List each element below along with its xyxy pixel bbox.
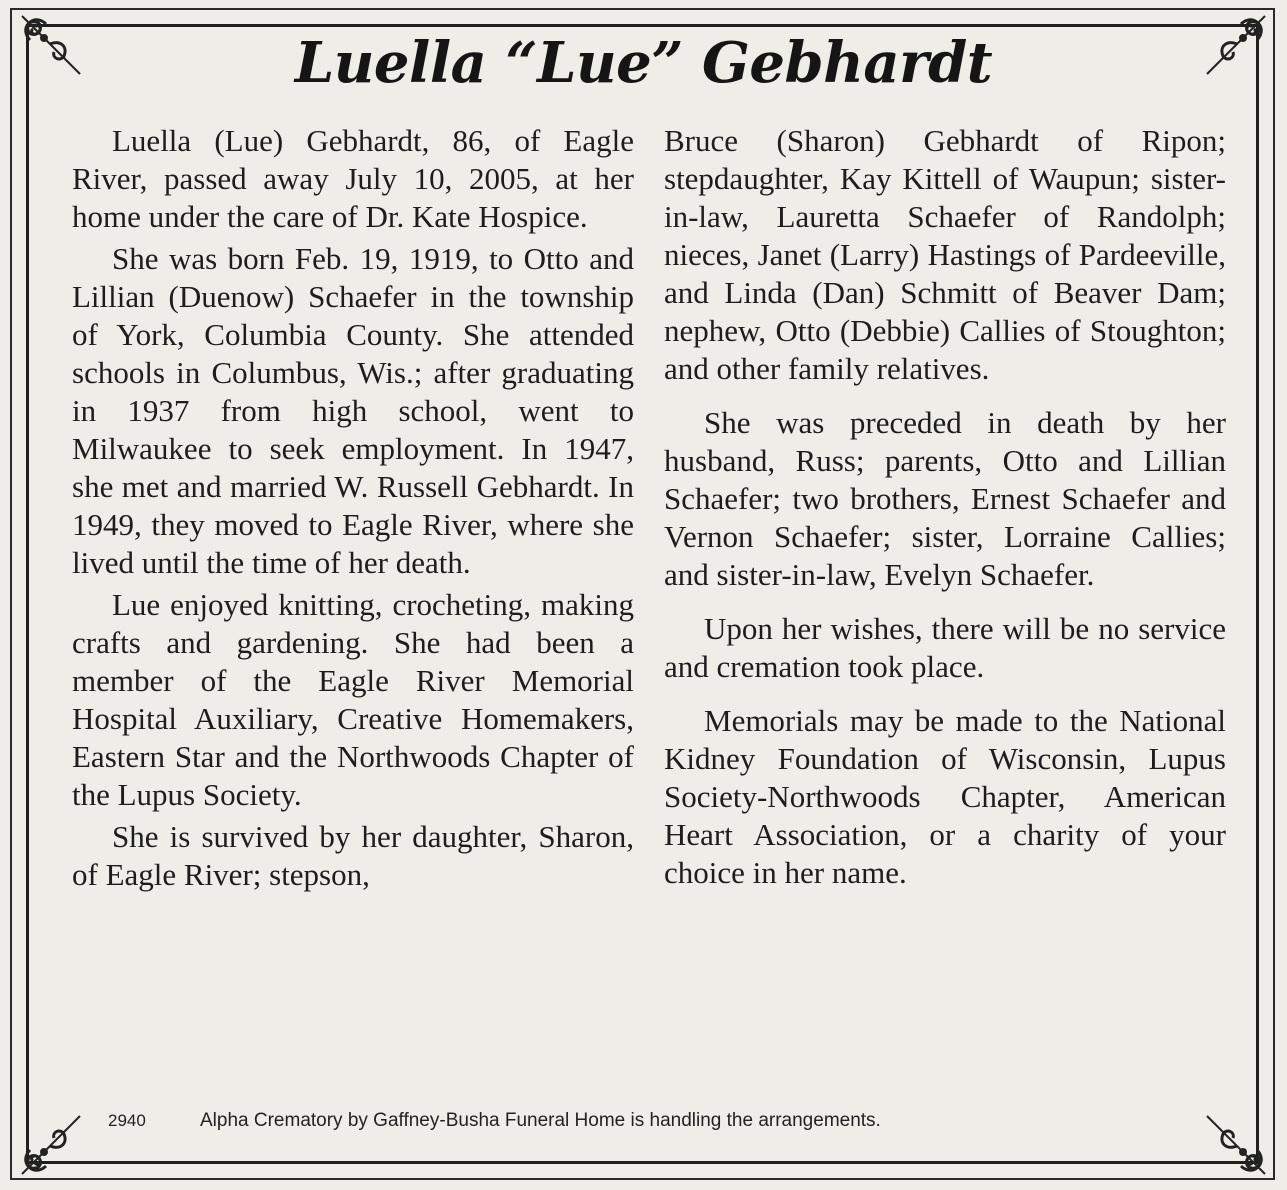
fleur-ornament-icon [1201,1110,1271,1180]
paragraph-survivors-start: She is survived by her daughter, Sharon, of Eagle River; stepson, [72,819,634,892]
footer-line [108,1110,1208,1132]
obituary-headline: Luella “Lue” Gebhardt [294,30,993,96]
footer-text: Alpha Crematory by Gaffney-Busha Funeral Home is handling the arrangements. [200,1110,881,1131]
right-column [664,122,1226,896]
left-column [72,122,634,898]
paragraph-preceded: She was preceded in death by her husband, Russ; parents, Otto and Lillian Schaefer; two brothers, Ernest Schaefer and Vernon Schaefer; sister, Lorraine Callies; and sister-in-law, Evelyn Schaefer. [664,405,1226,592]
paragraph-biography: She was born Feb. 19, 1919, to Otto and Lillian (Duenow) Schaefer in the township of York, Columbia County. She attended schools in Columbus, Wis.; after graduating in 1937 from high school, went to Milwaukee to seek employment. In 1947, she met and married W. Russell Gebhardt. In 1949, they moved to Eagle River, where she lived until the time of her death. [72,241,634,580]
footer-code: 2940 [108,1111,146,1130]
paragraph-memorials: Memorials may be made to the National Kidney Foundation of Wisconsin, Lupus Society-Northwoods Chapter, American Heart Association, or a charity of your choice in her name. [664,703,1226,890]
fleur-ornament-icon [16,1110,86,1180]
paragraph-service: Upon her wishes, there will be no service and cremation took place. [664,611,1226,684]
paragraph-survivors-continued: Bruce (Sharon) Gebhardt of Ripon; stepdaughter, Kay Kittell of Waupun; sister-in-law, Lauretta Schaefer of Randolph; nieces, Janet (Larry) Hastings of Pardeeville, and Linda (Dan) Schmitt of Beaver Dam; nephew, Otto (Debbie) Callies of Stoughton; and other family relatives. [664,123,1226,386]
paragraph-hobbies: Lue enjoyed knitting, crocheting, making crafts and gardening. She had been a member of the Eagle River Memorial Hospital Auxiliary, Creative Homemakers, Eastern Star and the Northwoods Chapter of the Lupus Society. [72,587,634,812]
paragraph-intro: Luella (Lue) Gebhardt, 86, of Eagle River, passed away July 10, 2005, at her home under the care of Dr. Kate Hospice. [72,123,634,234]
